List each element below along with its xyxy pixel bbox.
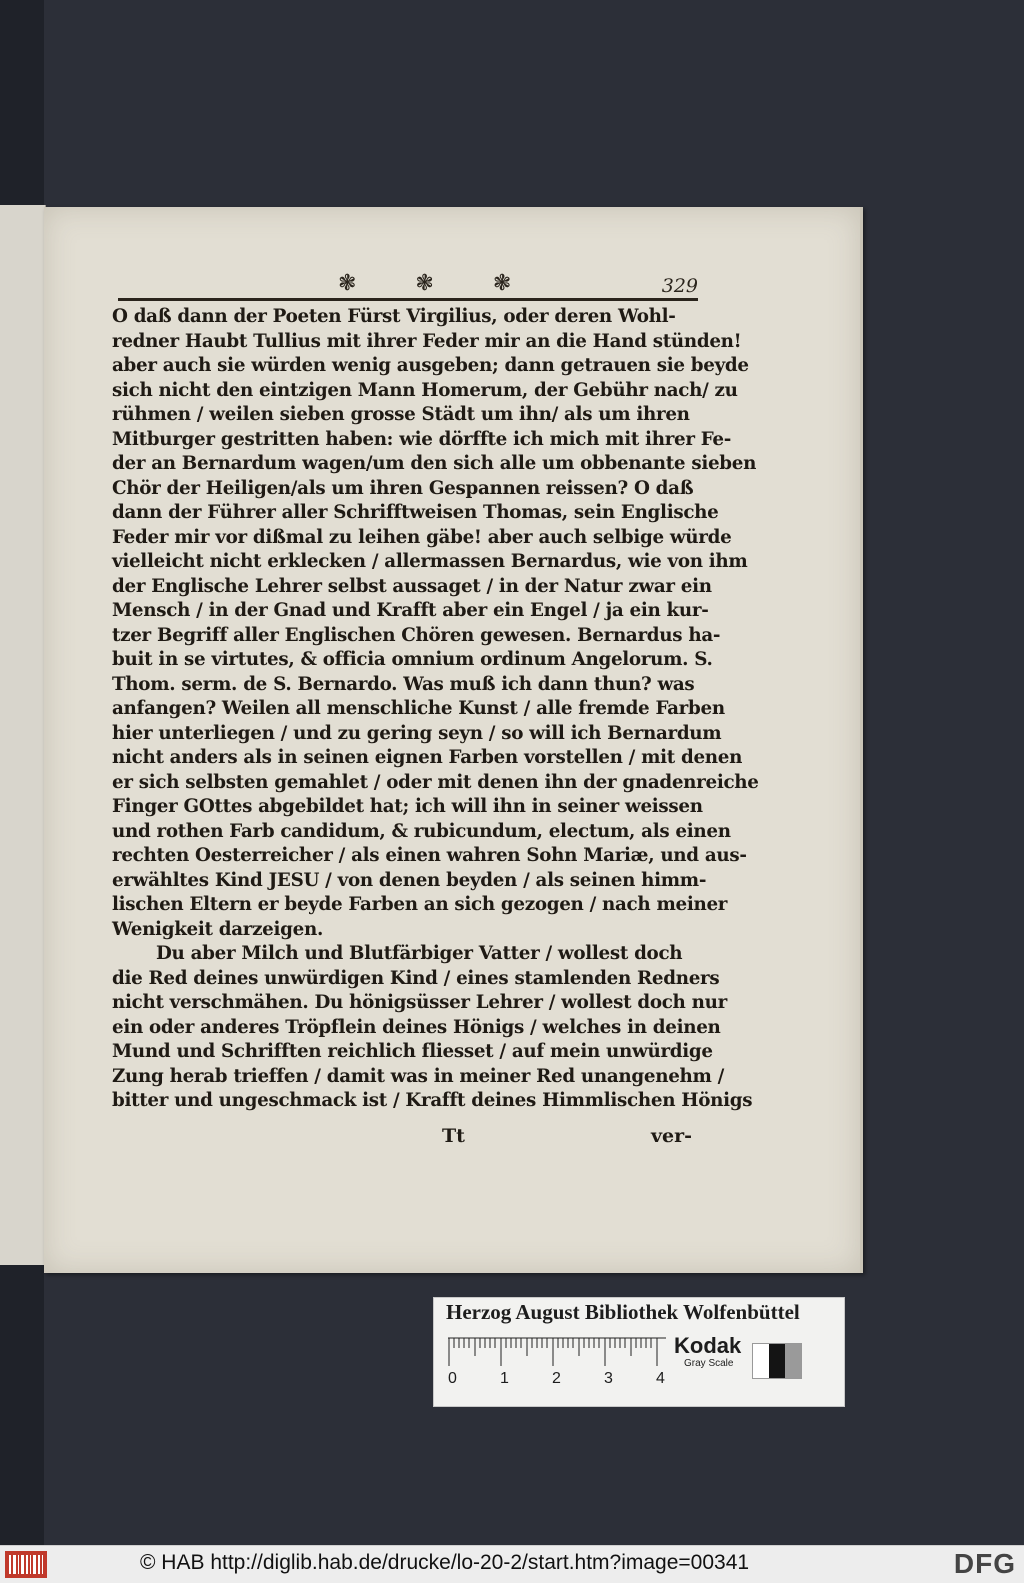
text-line: der an Bernardum wagen/um den sich alle um obbenante sieben: [112, 453, 757, 474]
copyright-link[interactable]: © HAB http://diglib.hab.de/drucke/lo-20-2/start.htm?image=00341: [140, 1551, 750, 1574]
head-rule: [118, 298, 698, 301]
text-line: sich nicht den eintzigen Mann Homerum, der Gebühr nach/ zu: [112, 379, 738, 401]
scale-label: 1: [500, 1370, 509, 1387]
ruler-icon: [448, 1338, 666, 1366]
calibration-card: [433, 1297, 845, 1407]
previous-page-edge: [0, 205, 46, 1265]
body-text: [112, 305, 759, 1114]
running-head: [118, 271, 698, 301]
text-line: der Englische Lehrer selbst aussaget / in der Natur zwar ein: [112, 575, 712, 597]
text-line: Du aber Milch und Blutfärbiger Vatter / wollest doch: [156, 943, 683, 964]
text-line: Mensch / in der Gnad und Krafft aber ein Engel / ja ein kur-: [112, 600, 709, 621]
ornament-row: ❃ ❃ ❃: [338, 271, 538, 296]
text-line: dann der Führer aller Schrifftweisen Thomas, sein Englische: [112, 502, 719, 523]
text-line: Chör der Heiligen/als um ihren Gespannen reissen? O daß: [112, 477, 694, 499]
text-line: aber auch sie würden wenig ausgeben; dann getrauen sie beyde: [112, 355, 749, 376]
signature-mark: Tt: [442, 1125, 465, 1147]
text-line: er sich selbsten gemahlet / oder mit denen ihn der gnadenreiche: [112, 771, 759, 793]
text-line: redner Haubt Tullius mit ihrer Feder mir an die Hand stünden!: [112, 330, 742, 352]
text-line: Mund und Schrifften reichlich fliesset / auf mein unwürdige: [112, 1041, 713, 1062]
text-line: erwähltes Kind JESU / von denen beyden / als seinen himm-: [112, 869, 707, 891]
book-page: [44, 207, 863, 1273]
footer-bar: [0, 1545, 1024, 1583]
text-line: Finger GOttes abgebildet hat; ich will ihn in seiner weissen: [112, 796, 703, 817]
text-line: Mitburger gestritten haben: wie dörffte ich mich mit ihrer Fe-: [112, 428, 732, 450]
grayscale-swatch: [752, 1343, 802, 1379]
text-line: Thom. serm. de S. Bernardo. Was muß ich dann thun? was: [112, 673, 695, 695]
text-line: Feder mir vor dißmal zu leihen gäbe! aber auch selbige würde: [112, 526, 732, 548]
scale-label: 0: [448, 1370, 457, 1387]
text-line: O daß dann der Poeten Fürst Virgilius, oder deren Wohl-: [112, 306, 676, 327]
text-line: bitter und ungeschmack ist / Krafft deines Himmlischen Hönigs: [112, 1090, 753, 1111]
kodak-subtitle: Gray Scale: [684, 1358, 734, 1369]
text-line: und rothen Farb candidum, & rubicundum, electum, als einen: [112, 820, 731, 842]
text-line: lischen Eltern er beyde Farben an sich gezogen / nach meiner: [112, 894, 728, 915]
library-name: Herzog August Bibliothek Wolfenbüttel: [446, 1300, 800, 1324]
text-line: nicht anders als in seinen eignen Farben vorstellen / mit denen: [112, 747, 743, 768]
text-line: vielleicht nicht erklecken / allermassen Bernardus, wie von ihm: [112, 551, 748, 572]
dfg-logo: DFG: [953, 1548, 1016, 1579]
scale-label: 4: [656, 1370, 665, 1387]
text-line: Wenigkeit darzeigen.: [112, 918, 324, 940]
text-line: buit in se virtutes, & officia omnium ordinum Angelorum. S.: [112, 649, 713, 670]
text-line: nicht verschmähen. Du hönigsüsser Lehrer / wollest doch nur: [112, 992, 727, 1013]
scale-label: 3: [604, 1370, 613, 1387]
ruler-scale: [444, 1370, 674, 1392]
text-line: ein oder anderes Tröpflein deines Hönigs / welches in deinen: [112, 1016, 721, 1038]
catchword: ver-: [650, 1125, 692, 1147]
page-number: 329: [661, 275, 698, 297]
scale-label: 2: [552, 1370, 561, 1387]
text-line: rühmen / weilen sieben grosse Städt um ihn/ als um ihren: [112, 404, 690, 425]
text-line: rechten Oesterreicher / als einen wahren Sohn Mariæ, und aus-: [112, 845, 747, 866]
text-line: anfangen? Weilen all menschliche Kunst / alle fremde Farben: [112, 698, 725, 719]
text-line: die Red deines unwürdigen Kind / eines stamlenden Redners: [112, 967, 720, 989]
text-line: hier unterliegen / und zu gering seyn / so will ich Bernardum: [112, 722, 722, 744]
text-line: tzer Begriff aller Englischen Chören gewesen. Bernardus ha-: [112, 624, 721, 646]
text-line: Zung herab trieffen / damit was in meiner Red unangenehm /: [112, 1065, 725, 1087]
signature-line: [112, 1125, 692, 1151]
hab-barcode-icon: [5, 1551, 47, 1578]
kodak-logo: Kodak: [674, 1333, 742, 1358]
